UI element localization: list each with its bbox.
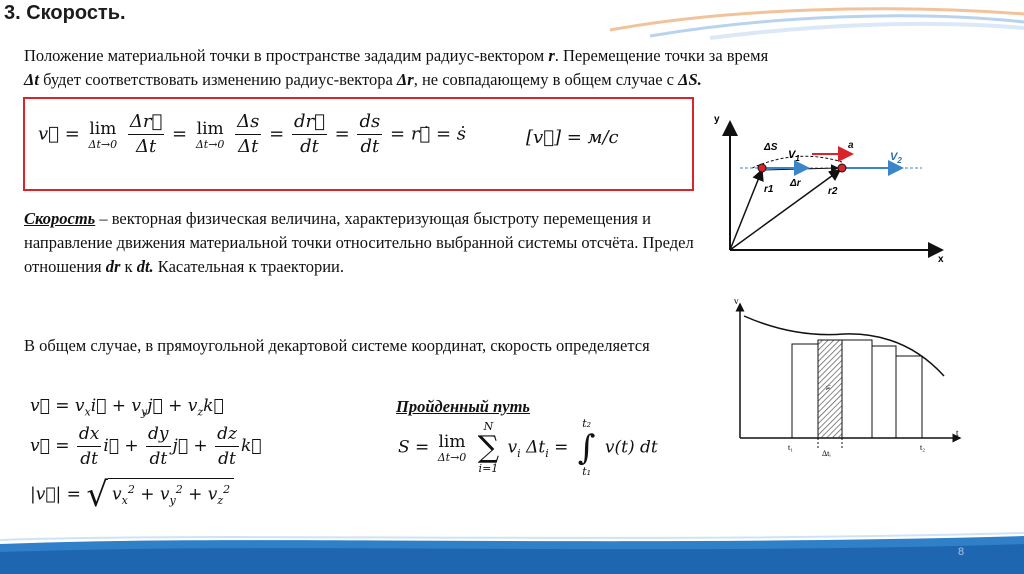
sub-z: z bbox=[197, 405, 204, 419]
formula-magnitude bbox=[30, 475, 234, 515]
path-dt-sub: i bbox=[545, 446, 549, 460]
frac-num: dx bbox=[77, 422, 101, 447]
integral-symbol: t₂ ∫ t₁ bbox=[577, 417, 596, 478]
plus: + bbox=[106, 396, 132, 416]
r-dot: r⃗̇ bbox=[410, 123, 431, 145]
intro-ds: ΔS. bbox=[678, 70, 702, 89]
intro-text-1: Положение материальной точки в пространстве зададим радиус-вектором bbox=[24, 46, 549, 65]
lim-sub: Δt→0 bbox=[195, 137, 225, 151]
eq-v: v⃗ bbox=[38, 123, 59, 145]
general-case-text: В общем случае, в прямоугольной декартовой системе координат, скорость определяется bbox=[24, 336, 650, 355]
intro-r: r bbox=[548, 46, 555, 65]
eq-sign: = bbox=[435, 123, 452, 145]
unit-k: k⃗ bbox=[203, 396, 224, 416]
sq: 2 bbox=[175, 483, 183, 496]
sub-x: x bbox=[121, 494, 128, 508]
path-formula: S = lim Δt→0 N ∑ i=1 $v_i$ $\Delta t_i$ = t₂ ∫ t₁ v(t) dt bbox=[398, 417, 658, 478]
sub-y: y bbox=[141, 405, 148, 419]
vx: v bbox=[74, 396, 85, 416]
vz: v bbox=[207, 484, 218, 505]
lim-sub: Δt→0 bbox=[437, 451, 467, 464]
r2-label: r2 bbox=[828, 186, 838, 197]
eq-sign: = bbox=[172, 123, 188, 145]
sub-x: x bbox=[84, 405, 91, 419]
unit-k: k⃗ bbox=[240, 436, 262, 456]
formula-components bbox=[30, 396, 224, 418]
definition-dr: dr bbox=[105, 257, 121, 276]
definition-text-1: – векторная физическая величина, характеризующая быстроту перемещения и направление движения материальной точки относительно выбранной системы отсчёта. Предел отношения bbox=[24, 209, 694, 276]
footer-decoration bbox=[0, 530, 1024, 574]
dr-label: Δr bbox=[790, 178, 801, 189]
frac-dr-dt bbox=[128, 110, 164, 159]
vector-diagram bbox=[712, 110, 952, 270]
path-v: v bbox=[507, 437, 518, 458]
frac-num: dy bbox=[146, 422, 171, 447]
plus: + bbox=[162, 396, 188, 416]
plus: + bbox=[182, 484, 208, 505]
frac-ds-dt-diff bbox=[357, 110, 382, 159]
slide-title: 3. Скорость. bbox=[4, 2, 126, 24]
y-label: y bbox=[714, 114, 720, 125]
sub-z: z bbox=[217, 494, 224, 508]
v2-label: $V_2$ bbox=[890, 151, 902, 165]
int-top: t₂ bbox=[582, 417, 592, 430]
definition-term: Скорость bbox=[24, 209, 96, 228]
r1-label: r1 bbox=[764, 184, 774, 195]
unit-j: j⃗ bbox=[172, 436, 189, 456]
intro-text-4: , не совпадающему в общем случае с bbox=[413, 70, 679, 89]
path-dt: Δt bbox=[526, 437, 546, 458]
lim-sub: Δt→0 bbox=[88, 137, 118, 151]
frac-den: dt bbox=[360, 136, 380, 157]
graph-dti: Δtᵢ bbox=[822, 449, 831, 458]
eq-sign: = bbox=[64, 123, 80, 145]
plus: + bbox=[188, 436, 214, 456]
unit-i: i⃗ bbox=[90, 396, 107, 416]
sq: 2 bbox=[223, 483, 231, 496]
definition-text-3: Касательная к траектории. bbox=[153, 257, 345, 276]
intro-dr: Δr bbox=[396, 70, 414, 89]
x-label: x bbox=[938, 254, 944, 265]
unit-i: i⃗ bbox=[103, 436, 119, 456]
velocity-time-graph bbox=[734, 298, 970, 458]
path-s: S = bbox=[398, 437, 435, 458]
graph-x-label: t bbox=[956, 428, 959, 438]
formula-derivatives bbox=[30, 422, 261, 471]
eq-sign: = bbox=[389, 123, 406, 145]
path-lim bbox=[438, 432, 467, 464]
frac-num: ds bbox=[357, 110, 382, 135]
graph-vi: vᵢ bbox=[823, 384, 832, 390]
frac-dy-dt bbox=[146, 422, 171, 471]
velocity-unit: [v⃗] = м/с bbox=[526, 127, 619, 148]
lim-label: lim bbox=[196, 118, 224, 139]
lim-1 bbox=[89, 119, 118, 151]
frac-den: dt bbox=[218, 449, 236, 469]
vx: v bbox=[111, 484, 122, 505]
f1-lhs: v⃗ = bbox=[30, 396, 75, 416]
sum-bottom: i=1 bbox=[478, 462, 499, 475]
point-2 bbox=[838, 164, 846, 172]
frac-num: dr⃗ bbox=[292, 110, 327, 135]
definition-text-2: к bbox=[120, 257, 137, 276]
int-bottom: t₁ bbox=[582, 465, 592, 478]
frac-num: Δs bbox=[235, 110, 261, 135]
sub-y: y bbox=[169, 494, 176, 508]
graph-y-label: v bbox=[734, 298, 739, 306]
graph-t2: t₂ bbox=[920, 443, 926, 452]
sqrt: √ $v_x^2 + v_y^2 + v_z^2$ bbox=[86, 478, 234, 512]
plus: + bbox=[118, 436, 145, 456]
graph-t1: t₁ bbox=[788, 443, 794, 452]
sum-top: N bbox=[483, 420, 494, 433]
frac-den: dt bbox=[149, 449, 168, 469]
definition-dt: dt. bbox=[136, 257, 154, 276]
frac-dz-dt bbox=[215, 422, 239, 471]
velocity-definition bbox=[24, 207, 704, 279]
f3-lhs: |v⃗| = bbox=[30, 484, 87, 505]
lim-label: lim bbox=[89, 118, 117, 139]
eq-sign: = bbox=[334, 123, 350, 145]
frac-ds-dt bbox=[235, 110, 261, 159]
vy: v bbox=[131, 396, 141, 416]
path-v-sub: i bbox=[517, 446, 521, 460]
lim-2 bbox=[196, 119, 225, 151]
intro-dt: Δt bbox=[24, 70, 39, 89]
vz: v bbox=[187, 396, 198, 416]
lim-label: lim bbox=[438, 432, 466, 452]
frac-dr-dt-diff bbox=[292, 110, 327, 159]
intro-text-3: будет соответствовать изменению радиус-вектора bbox=[38, 70, 397, 89]
velocity-curve bbox=[744, 316, 944, 376]
unit-j: j⃗ bbox=[147, 396, 163, 416]
velocity-equation bbox=[38, 110, 466, 159]
plus: + bbox=[134, 484, 160, 505]
frac-den: dt bbox=[80, 449, 98, 469]
frac-num: Δr⃗ bbox=[128, 110, 164, 135]
sum-symbol: N ∑ i=1 bbox=[477, 420, 500, 475]
sq: 2 bbox=[127, 483, 135, 496]
frac-den: dt bbox=[300, 136, 319, 157]
frac-den: Δt bbox=[135, 136, 157, 157]
point-1 bbox=[758, 164, 766, 172]
a-label: a bbox=[848, 140, 854, 151]
ds-label: ΔS bbox=[764, 142, 778, 153]
v1-label: $V_1$ bbox=[788, 149, 800, 163]
frac-den: Δt bbox=[238, 136, 259, 157]
bars bbox=[792, 340, 922, 438]
frac-dx-dt bbox=[77, 422, 101, 471]
intro-text-2: . Перемещение точки за время bbox=[554, 46, 769, 65]
path-title: Пройденный путь bbox=[396, 397, 530, 416]
s-dot: ṡ bbox=[456, 123, 467, 145]
eq-sign: = bbox=[269, 123, 285, 145]
f2-lhs: v⃗ = bbox=[30, 436, 75, 456]
integrand: v(t) dt bbox=[604, 437, 658, 458]
frac-num: dz bbox=[215, 422, 239, 447]
page-number: 8 bbox=[958, 546, 965, 558]
vy: v bbox=[159, 484, 170, 505]
intro-paragraph bbox=[24, 44, 1009, 92]
header-decoration bbox=[590, 0, 1024, 40]
